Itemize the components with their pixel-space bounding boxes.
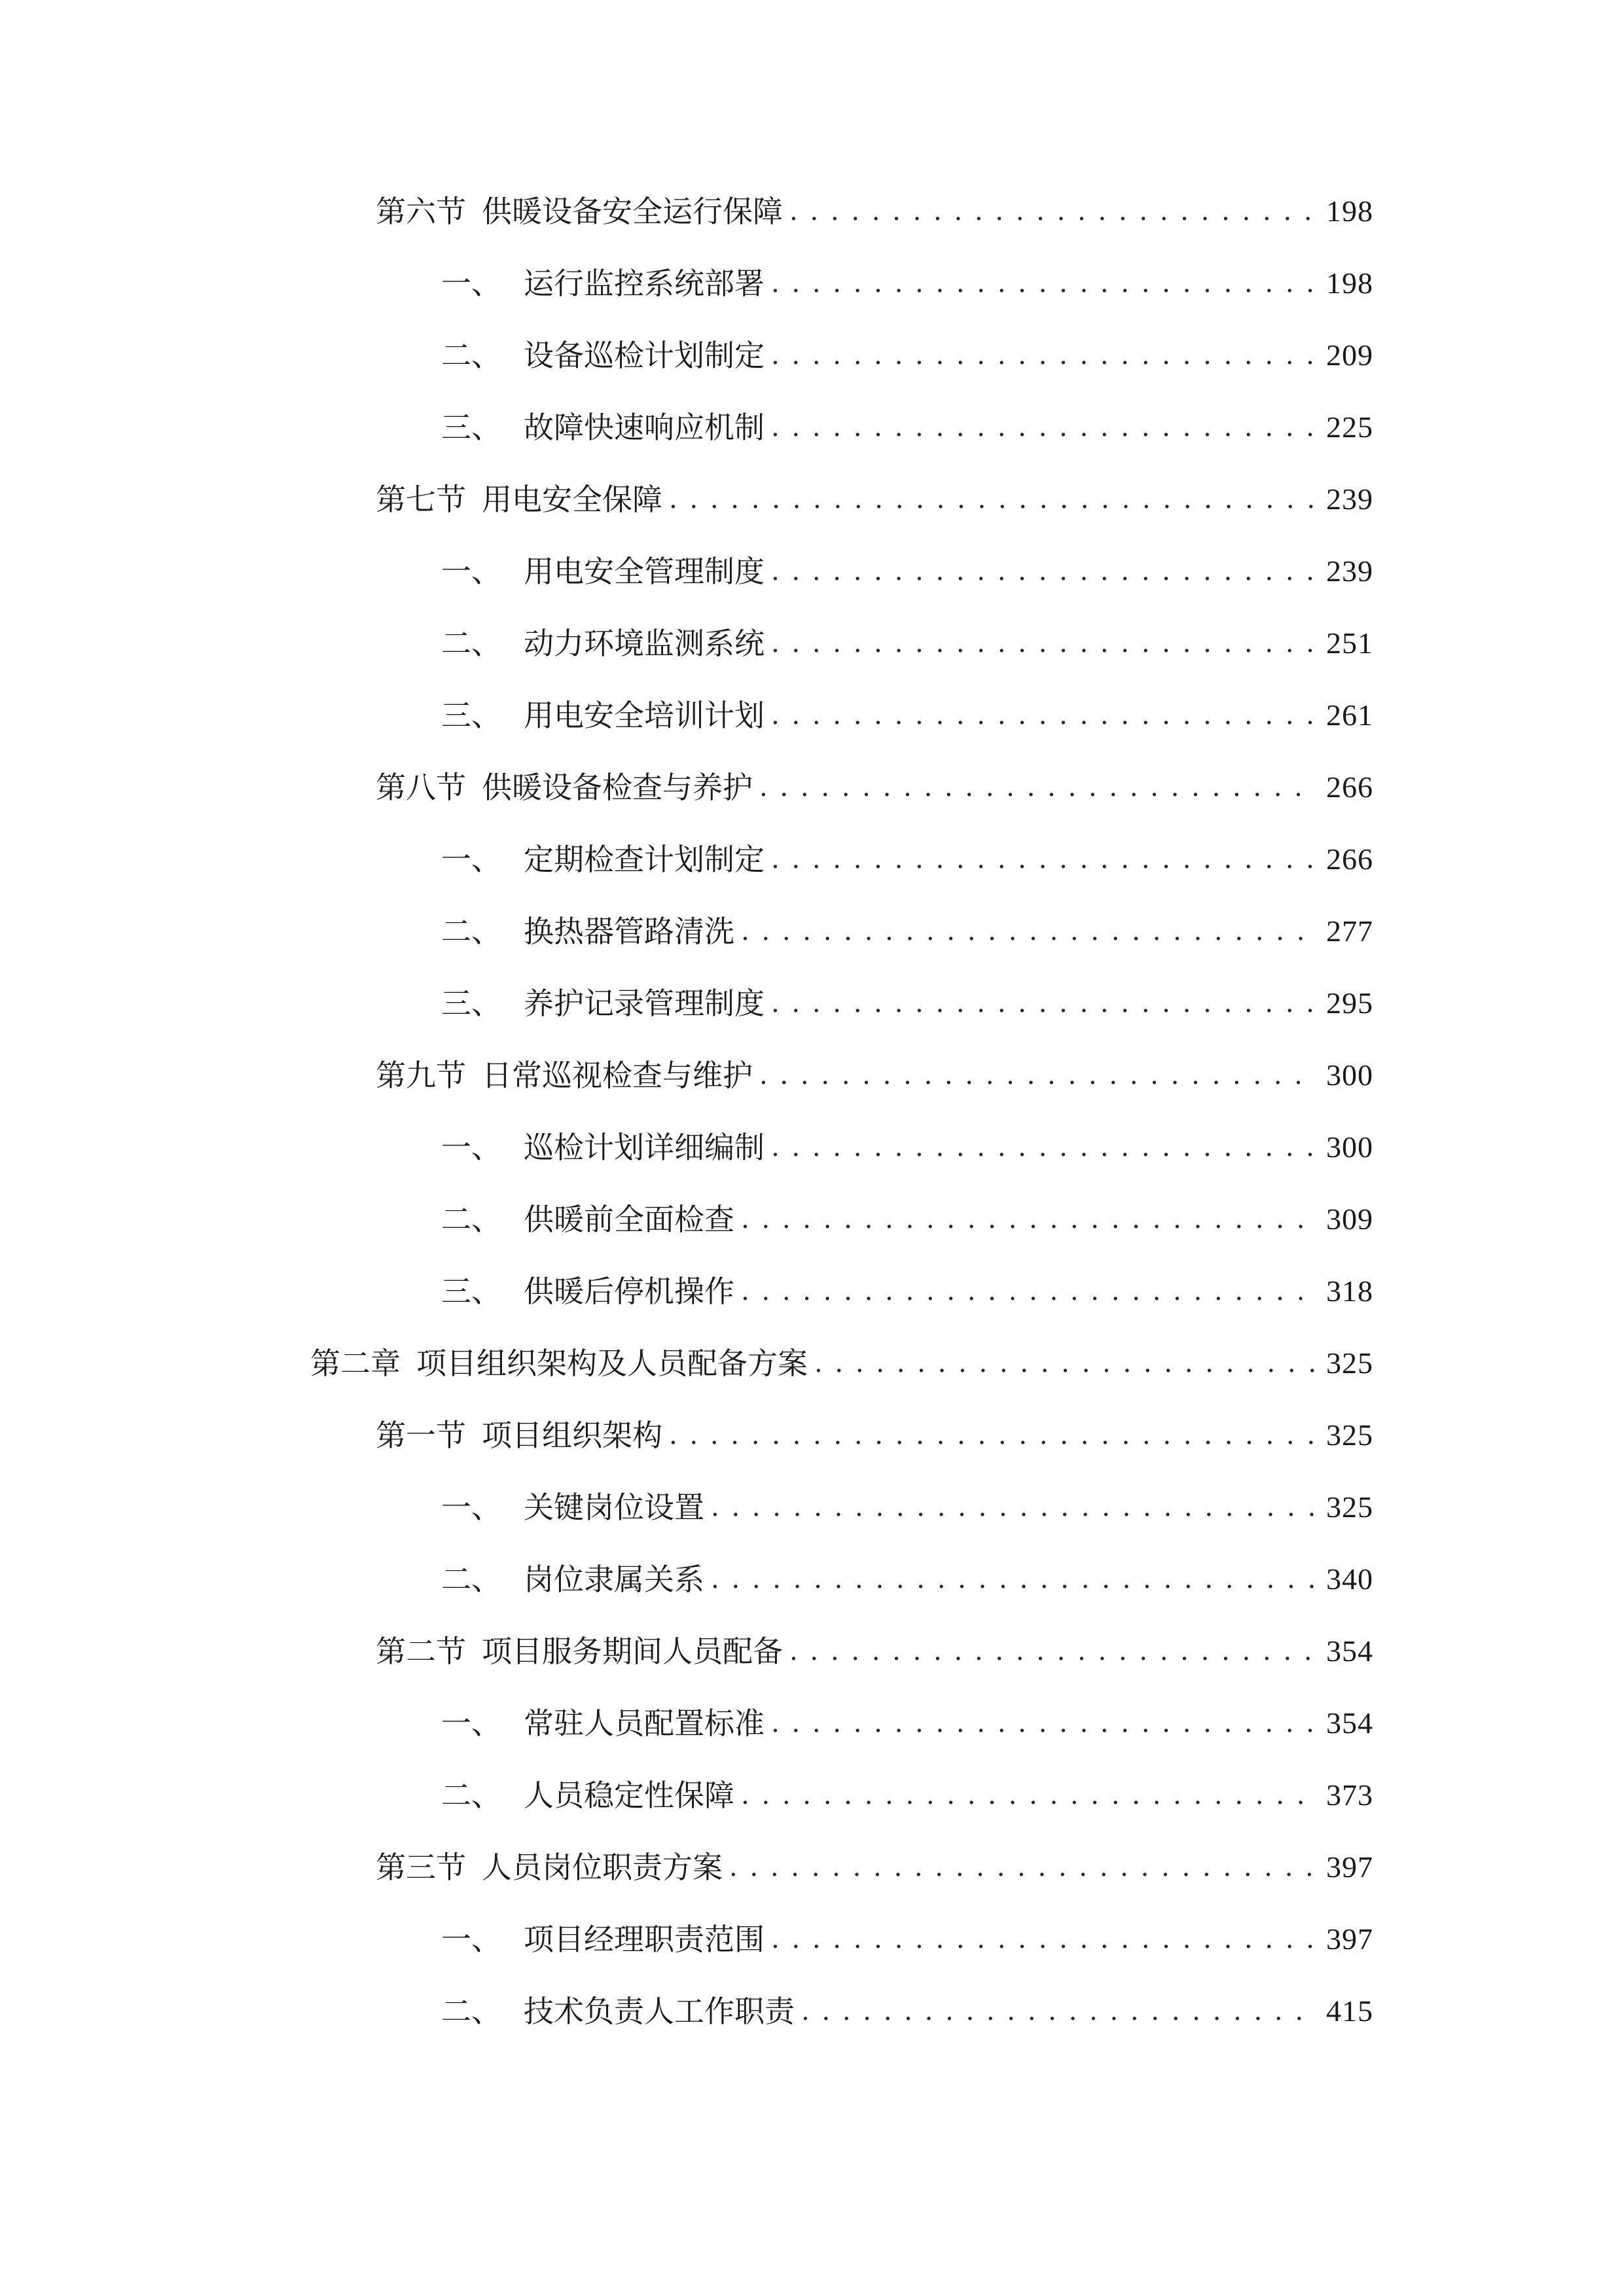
toc-entry-page-number: 397	[1326, 1922, 1373, 1956]
dot-leader	[711, 1484, 1314, 1530]
toc-entry-section[interactable]	[376, 764, 1373, 810]
toc-entry-title: 运行监控系统部署	[524, 266, 765, 301]
toc-entry-title: 供暖后停机操作	[524, 1274, 734, 1309]
toc-entry-page-number: 325	[1326, 1490, 1373, 1524]
toc-entry-subsection[interactable]	[441, 692, 1373, 738]
toc-entry-number: 三、	[441, 410, 501, 445]
dot-leader	[741, 1772, 1314, 1818]
toc-entry-title: 用电安全保障	[482, 482, 662, 517]
toc-entry-title: 项目组织架构	[482, 1418, 662, 1453]
toc-entry-section[interactable]	[376, 188, 1373, 234]
toc-entry-number: 二、	[441, 1778, 501, 1813]
toc-entry-title: 设备巡检计划制定	[524, 338, 765, 373]
toc-entry-subsection[interactable]	[441, 1484, 1373, 1530]
toc-entry-number: 一、	[441, 842, 501, 877]
dot-leader	[801, 1988, 1314, 2034]
dot-leader	[771, 548, 1314, 594]
toc-entry-page-number: 266	[1326, 842, 1373, 876]
toc-entry-number: 第九节	[376, 1058, 466, 1093]
toc-entry-number: 第二章	[310, 1346, 401, 1381]
toc-entry-number: 三、	[441, 1274, 501, 1309]
dot-leader	[771, 692, 1314, 738]
dot-leader	[814, 1340, 1314, 1386]
dot-leader	[771, 1700, 1314, 1746]
toc-entry-page-number: 239	[1326, 482, 1373, 516]
dot-leader	[789, 188, 1314, 234]
toc-entry-title: 用电安全管理制度	[524, 554, 765, 589]
toc-entry-title: 供暖设备检查与养护	[482, 770, 753, 805]
dot-leader	[771, 980, 1314, 1026]
toc-entry-page-number: 373	[1326, 1778, 1373, 1812]
toc-entry-page-number: 239	[1326, 554, 1373, 588]
toc-entry-subsection[interactable]	[441, 1772, 1373, 1818]
toc-entry-title: 养护记录管理制度	[524, 986, 765, 1021]
toc-entry-section[interactable]	[376, 1052, 1373, 1098]
toc-entry-number: 一、	[441, 266, 501, 301]
toc-entry-title: 常驻人员配置标准	[524, 1706, 765, 1741]
toc-entry-number: 二、	[441, 338, 501, 373]
toc-entry-page-number: 198	[1326, 266, 1373, 300]
toc-entry-title: 供暖前全面检查	[524, 1202, 734, 1237]
toc-entry-subsection[interactable]	[441, 980, 1373, 1026]
toc-entry-page-number: 266	[1326, 770, 1373, 804]
toc-entry-number: 二、	[441, 1994, 501, 2029]
toc-entry-section[interactable]	[376, 1628, 1373, 1674]
toc-entry-number: 三、	[441, 986, 501, 1021]
toc-entry-subsection[interactable]	[441, 1916, 1373, 1962]
toc-entry-number: 一、	[441, 554, 501, 589]
toc-entry-title: 日常巡视检查与维护	[482, 1058, 753, 1093]
toc-entry-number: 二、	[441, 914, 501, 949]
dot-leader	[741, 1196, 1314, 1242]
toc-entry-number: 三、	[441, 698, 501, 733]
toc-entry-subsection[interactable]	[441, 404, 1373, 450]
toc-entry-number: 第二节	[376, 1634, 466, 1669]
toc-entry-number: 一、	[441, 1922, 501, 1957]
toc-entry-page-number: 397	[1326, 1850, 1373, 1884]
toc-entry-page-number: 309	[1326, 1202, 1373, 1236]
toc-entry-number: 一、	[441, 1490, 501, 1525]
toc-entry-title: 换热器管路清洗	[524, 914, 734, 949]
toc-entry-chapter[interactable]	[310, 1340, 1373, 1386]
toc-entry-title: 人员岗位职责方案	[482, 1850, 723, 1885]
dot-leader	[771, 620, 1314, 666]
toc-entry-title: 巡检计划详细编制	[524, 1130, 765, 1165]
toc-entry-number: 二、	[441, 1202, 501, 1237]
dot-leader	[771, 1916, 1314, 1962]
toc-entry-section[interactable]	[376, 476, 1373, 522]
toc-entry-title: 项目服务期间人员配备	[482, 1634, 783, 1669]
toc-entry-subsection[interactable]	[441, 1124, 1373, 1170]
toc-entry-title: 用电安全培训计划	[524, 698, 765, 733]
toc-entry-subsection[interactable]	[441, 1556, 1373, 1602]
toc-entry-number: 第三节	[376, 1850, 466, 1885]
toc-entry-title: 项目组织架构及人员配备方案	[416, 1346, 808, 1381]
toc-entry-title: 项目经理职责范围	[524, 1922, 765, 1957]
toc-entry-page-number: 261	[1326, 698, 1373, 732]
toc-entry-title: 人员稳定性保障	[524, 1778, 734, 1813]
toc-entry-page-number: 354	[1326, 1706, 1373, 1740]
dot-leader	[711, 1556, 1314, 1602]
dot-leader	[759, 1052, 1314, 1098]
toc-entry-number: 第八节	[376, 770, 466, 805]
toc-entry-page-number: 225	[1326, 410, 1373, 444]
toc-entry-title: 动力环境监测系统	[524, 626, 765, 661]
toc-entry-number: 二、	[441, 1562, 501, 1597]
toc-entry-page-number: 325	[1326, 1346, 1373, 1380]
toc-entry-number: 第七节	[376, 482, 466, 517]
toc-entry-subsection[interactable]	[441, 620, 1373, 666]
toc-entry-section[interactable]	[376, 1844, 1373, 1890]
toc-entry-subsection[interactable]	[441, 260, 1373, 306]
dot-leader	[669, 476, 1314, 522]
toc-entry-number: 一、	[441, 1130, 501, 1165]
toc-entry-page-number: 318	[1326, 1274, 1373, 1308]
toc-entry-subsection[interactable]	[441, 1268, 1373, 1314]
dot-leader	[759, 764, 1314, 810]
toc-entry-subsection[interactable]	[441, 1700, 1373, 1746]
dot-leader	[741, 908, 1314, 954]
toc-entry-page-number: 251	[1326, 626, 1373, 660]
toc-entry-page-number: 277	[1326, 914, 1373, 948]
dot-leader	[771, 260, 1314, 306]
dot-leader	[771, 332, 1314, 378]
toc-entry-subsection[interactable]	[441, 908, 1373, 954]
toc-entry-page-number: 354	[1326, 1634, 1373, 1668]
toc-entry-subsection[interactable]	[441, 332, 1373, 378]
toc-entry-page-number: 300	[1326, 1058, 1373, 1092]
toc-entry-number: 第一节	[376, 1418, 466, 1453]
dot-leader	[771, 404, 1314, 450]
toc-entry-page-number: 325	[1326, 1418, 1373, 1452]
toc-entry-page-number: 300	[1326, 1130, 1373, 1164]
toc-entry-page-number: 198	[1326, 194, 1373, 228]
dot-leader	[741, 1268, 1314, 1314]
toc-entry-subsection[interactable]	[441, 836, 1373, 882]
toc-entry-subsection[interactable]	[441, 1196, 1373, 1242]
toc-entry-title: 供暖设备安全运行保障	[482, 194, 783, 229]
toc-entry-number: 第六节	[376, 194, 466, 229]
toc-entry-subsection[interactable]	[441, 1988, 1373, 2034]
dot-leader	[771, 1124, 1314, 1170]
toc-entry-number: 一、	[441, 1706, 501, 1741]
toc-entry-page-number: 295	[1326, 986, 1373, 1020]
toc-entry-title: 关键岗位设置	[524, 1490, 704, 1525]
toc-entry-title: 故障快速响应机制	[524, 410, 765, 445]
toc-entry-title: 技术负责人工作职责	[524, 1994, 795, 2029]
toc-entry-title: 岗位隶属关系	[524, 1562, 704, 1597]
toc-entry-number: 二、	[441, 626, 501, 661]
dot-leader	[729, 1844, 1314, 1890]
toc-entry-section[interactable]	[376, 1412, 1373, 1458]
toc-entry-page-number: 415	[1326, 1994, 1373, 2028]
toc-entry-title: 定期检查计划制定	[524, 842, 765, 877]
toc-entry-page-number: 209	[1326, 338, 1373, 372]
toc-entry-subsection[interactable]	[441, 548, 1373, 594]
dot-leader	[771, 836, 1314, 882]
dot-leader	[669, 1412, 1314, 1458]
dot-leader	[789, 1628, 1314, 1674]
toc-entry-page-number: 340	[1326, 1562, 1373, 1596]
